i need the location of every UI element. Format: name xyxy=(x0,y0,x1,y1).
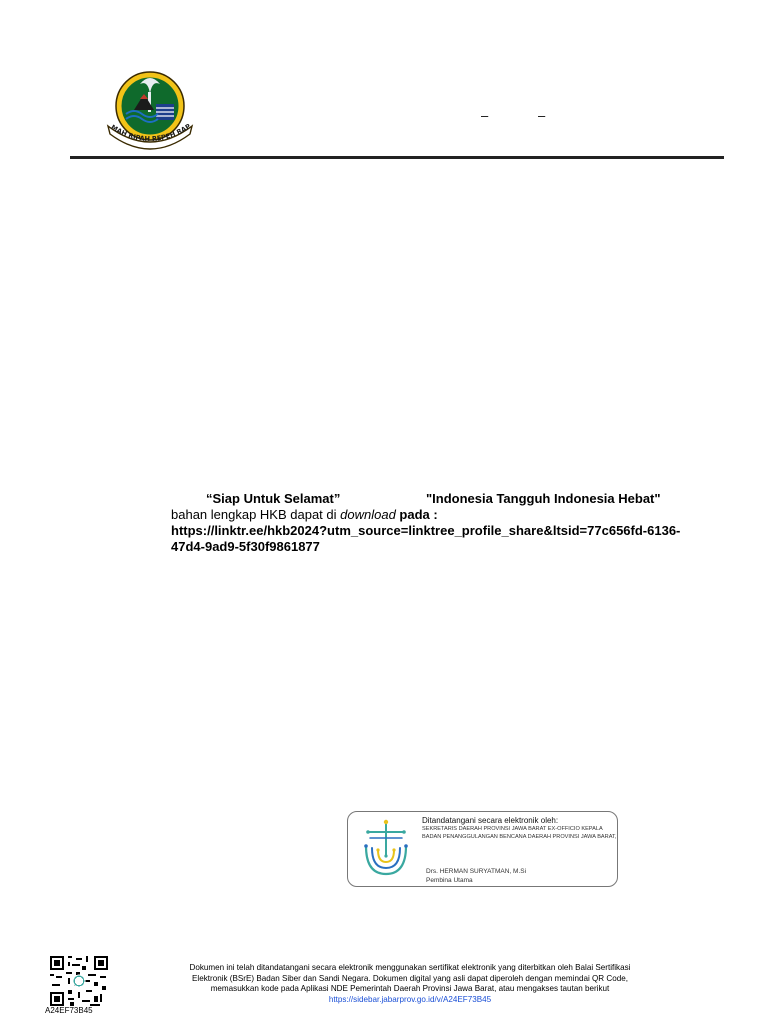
svg-text:GEMAH RIPAH REPEH RAPIH: MAH RIPAH REPEH RAP xyxy=(109,122,193,144)
signer-rank: Pembina Utama xyxy=(426,877,473,884)
footer-line-2: Elektronik (BSrE) Badan Siber dan Sandi Negara. Dokumen digital yang asli dapat diperoleh dengan memindai QR Code, xyxy=(192,973,628,983)
download-prefix: bahan lengkap HKB dapat di xyxy=(171,507,341,522)
west-java-emblem-logo xyxy=(104,70,196,154)
electronic-signature-box xyxy=(347,811,618,887)
body-paragraph xyxy=(171,491,691,555)
slogan-siap-untuk-selamat: “Siap Untuk Selamat” xyxy=(206,491,341,506)
footer-line-1: Dokumen ini telah ditandatangani secara elektronik menggunakan sertifikat elektronik yang diterbitkan oleh Balai Sertifikasi xyxy=(189,963,631,972)
signature-title: Ditandatangani secara elektronik oleh: xyxy=(422,816,559,825)
download-sentence xyxy=(171,507,691,523)
download-suffix: pada : xyxy=(395,507,438,522)
footer-line-3: memasukkan kode pada Aplikasi NDE Pemerintah Daerah Provinsi Jawa Barat, atau mengakses tautan berikut xyxy=(210,984,610,993)
header-divider xyxy=(70,156,724,159)
footer-disclaimer xyxy=(120,963,700,1005)
verification-link[interactable]: https://sidebar.jabarprov.go.id/v/A24EF73B45 xyxy=(328,994,492,1004)
qr-code-icon xyxy=(50,956,108,1006)
signer-position: SEKRETARIS DAERAH PROVINSI JAWA BARAT EX-OFFICIO KEPALA BADAN PENANGGULANGAN BENCANA DAERAH PROVINSI JAWA BARAT, xyxy=(422,826,617,840)
header-dash-right: – xyxy=(538,108,546,123)
qr-verification-code: A24EF73B45 xyxy=(45,1006,93,1015)
header-dash-left: – xyxy=(481,108,489,123)
slogan-indonesia-tangguh: "Indonesia Tangguh Indonesia Hebat" xyxy=(426,491,661,506)
hkb-download-link[interactable]: https://linktr.ee/hkb2024?utm_source=linktree_profile_share&ltsid=77c656fd-6136-47d4-9ad9-5f30f9861877 xyxy=(171,523,681,554)
signature-stamp-icon xyxy=(356,816,416,882)
signer-name: Drs. HERMAN SURYATMAN, M.Si xyxy=(426,868,527,875)
download-word: download xyxy=(340,507,396,522)
